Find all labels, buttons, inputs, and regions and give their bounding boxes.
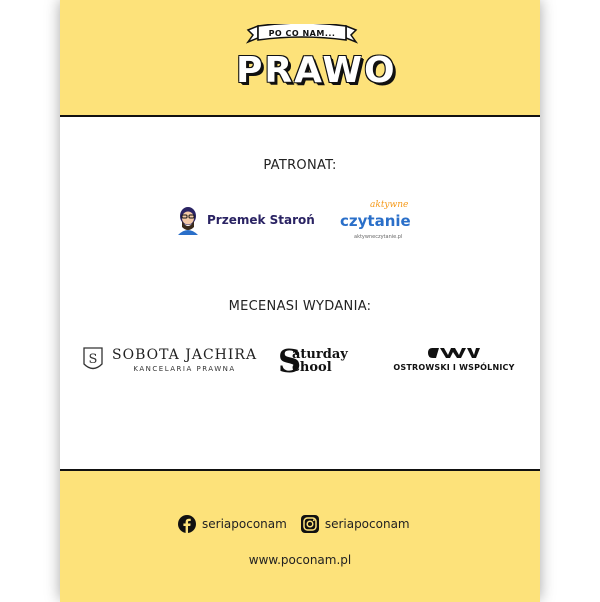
s-monogram-shield-icon bbox=[82, 346, 104, 374]
series-label: PO CO NAM... bbox=[268, 29, 336, 38]
sponsor-name: OSTROWSKI I WSPÓLNICY bbox=[393, 363, 515, 372]
page bbox=[60, 0, 540, 600]
czytanie-word: czytanie bbox=[340, 212, 411, 230]
patron-przemek-staron bbox=[175, 205, 315, 235]
instagram-icon bbox=[301, 515, 319, 533]
portrait-illustration-icon bbox=[175, 205, 201, 235]
header-banner bbox=[60, 0, 540, 117]
sponsor-name: SOBOTA JACHIRA bbox=[112, 347, 258, 363]
aktywne-word: aktywne bbox=[370, 200, 409, 210]
school-word: chool bbox=[292, 360, 332, 375]
sponsor-sobota-jachira bbox=[82, 345, 257, 375]
aktywne-url: aktywneczytanie.pl bbox=[354, 234, 403, 240]
saturday-word: aturday bbox=[292, 347, 348, 362]
facebook-link[interactable] bbox=[178, 515, 287, 533]
series-ribbon bbox=[246, 24, 358, 46]
ow-mark-icon bbox=[388, 345, 520, 361]
saturday-school-initial: S bbox=[278, 342, 302, 380]
social-links bbox=[178, 514, 410, 534]
instagram-handle: seriapoconam bbox=[324, 517, 410, 531]
patron-name: Przemek Staroń bbox=[207, 213, 315, 227]
website-link[interactable]: www.poconam.pl bbox=[248, 553, 352, 567]
mecenasi-heading: MECENASI WYDANIA: bbox=[228, 299, 372, 314]
svg-text:S: S bbox=[88, 352, 98, 367]
sponsor-ostrowski bbox=[388, 345, 520, 377]
facebook-icon bbox=[178, 515, 196, 533]
instagram-link[interactable] bbox=[301, 515, 410, 533]
facebook-handle: seriapoconam bbox=[202, 517, 287, 531]
footer-banner bbox=[60, 469, 540, 602]
sponsor-subtitle: KANCELARIA PRAWNA bbox=[133, 365, 236, 373]
sponsor-saturday-school bbox=[278, 342, 360, 380]
patronat-heading: PATRONAT: bbox=[263, 158, 337, 173]
book-title: PRAWO bbox=[236, 50, 397, 91]
patron-aktywne-czytanie bbox=[340, 200, 430, 248]
